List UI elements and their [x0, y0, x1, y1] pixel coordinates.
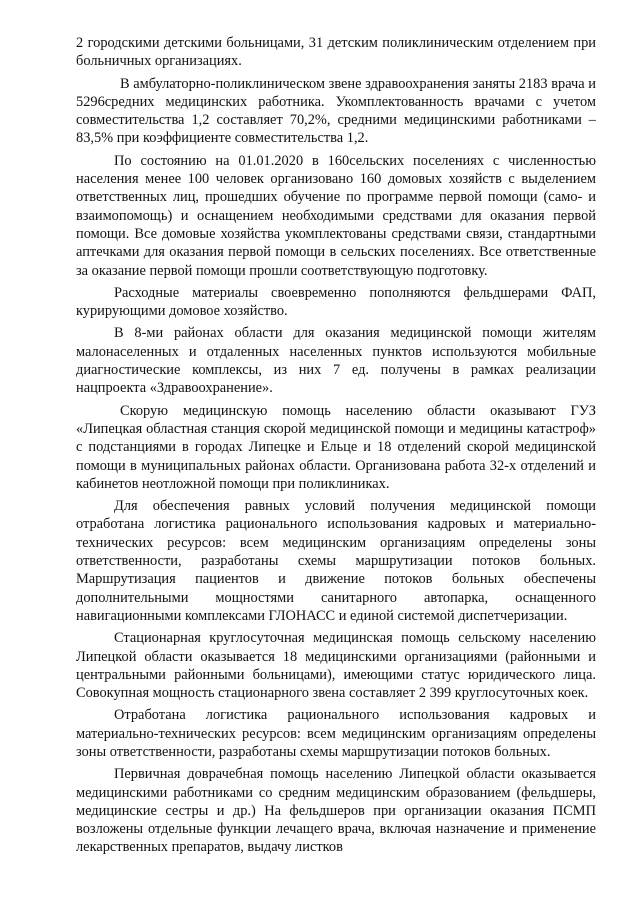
paragraph-7: Для обеспечения равных условий получения медицинской помощи отработана логистика рационального использования кадровых и материально-технических ресурсов: всем медицинским организациям определены зоны ответственности, разработаны схемы маршрутизации потоков больных. Маршрутизация пациентов и движение потоков больных обеспечены дополнительными мощностями санитарного автопарка, оснащенного навигационными комплексами ГЛОНАСС и единой системой диспетчеризации.	[76, 498, 596, 624]
paragraph-10: Первичная доврачебная помощь населению Липецкой области оказывается медицинскими работниками со средним медицинским образованием (фельдшеры, медицинские сестры и др.) На фельдшеров при организации оказания ПСМП возложены отдельные функции лечащего врача, включая назначение и применение лекарственных препаратов, выдачу листков	[76, 766, 596, 856]
paragraph-9: Отработана логистика рационального использования кадровых и материально-технических ресурсов: всем медицинским организациям определены зоны ответственности, разработаны схемы маршрутизации потоков больных.	[76, 707, 596, 760]
paragraph-2: В амбулаторно-поликлиническом звене здравоохранения заняты 2183 врача и 5296средних медицинских работника. Укомплектованность врачами с учетом совместительства 1,2 составляет 70,2%, средними медицинскими работниками – 83,5% при коэффициенте совместительства 1,2.	[76, 75, 596, 147]
paragraph-6: Скорую медицинскую помощь населению области оказывают ГУЗ «Липецкая областная станция скорой медицинской помощи и медицины катастроф» с подстанциями в городах Липецке и Ельце и 18 отделений скорой медицинской помощи в муниципальных районах области. Организована работа 32-х отделений и кабинетов неотложной помощи при поликлиниках.	[76, 402, 596, 492]
document-page	[76, 34, 596, 859]
paragraph-5: В 8-ми районах области для оказания медицинской помощи жителям малонаселенных и отдаленных населенных пунктов используются мобильные диагностические комплексы, из них 7 ед. получены в рамках реализации нацпроекта «Здравоохранение».	[76, 325, 596, 397]
paragraph-8: Стационарная круглосуточная медицинская помощь сельскому населению Липецкой области оказывается 18 медицинскими организациями (районными и центральными районными больницами), имеющими статус юридического лица. Совокупная мощность стационарного звена составляет 2 399 круглосуточных коек.	[76, 630, 596, 702]
paragraph-1: 2 городскими детскими больницами, 31 детским поликлиническим отделением при больничных организациях.	[76, 35, 596, 70]
paragraph-4: Расходные материалы своевременно пополняются фельдшерами ФАП, курирующими домовое хозяйство.	[76, 284, 596, 320]
paragraph-3: По состоянию на 01.01.2020 в 160сельских поселениях с численностью населения менее 100 человек организовано 160 домовых хозяйств с выделением ответственных лиц, прошедших обучение по программе первой помощи (само- и взаимопомощь) и оснащением необходимыми средствами для оказания первой помощи. Все домовые хозяйства укомплектованы средствами связи, стандартными аптечками для оказания первой помощи в сельских поселениях. Все ответственные за оказание первой помощи прошли соответствующую подготовку.	[76, 152, 596, 279]
